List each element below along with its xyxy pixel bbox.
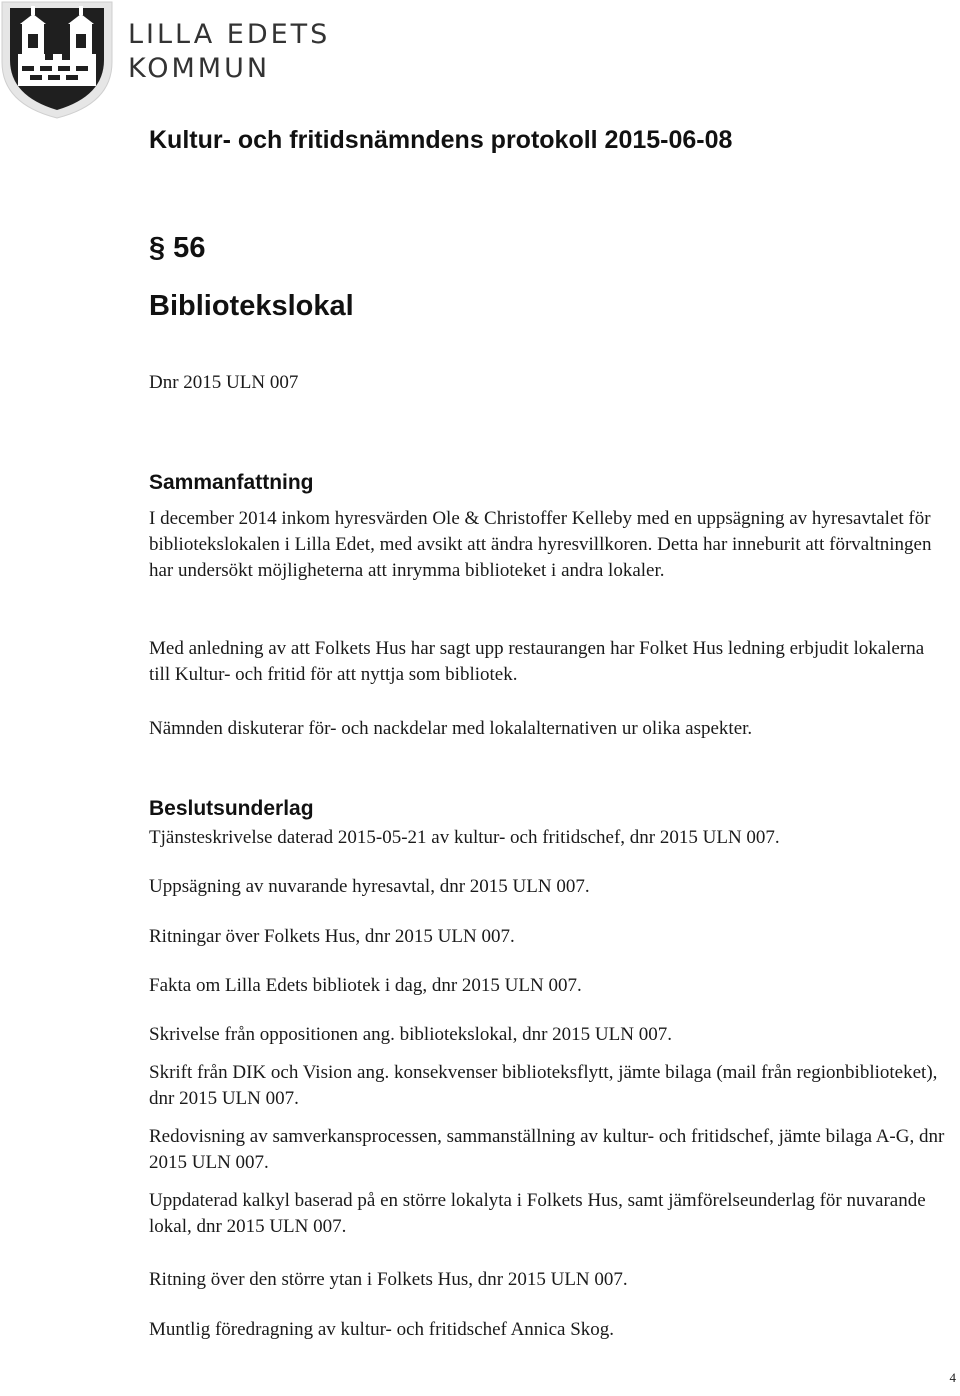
- basis-heading: Beslutsunderlag: [149, 797, 314, 820]
- basis-item: Ritning över den större ytan i Folkets Hus, dnr 2015 ULN 007.: [149, 1269, 628, 1290]
- basis-item: Uppsägning av nuvarande hyresavtal, dnr 2015 ULN 007.: [149, 876, 590, 897]
- basis-item: Skrift från DIK och Vision ang. konsekvenser biblioteksflytt, jämte bilaga (mail från regionbiblioteket), dnr 2015 ULN 007.: [149, 1062, 938, 1109]
- org-name-line1: LILLA EDETS: [128, 19, 331, 50]
- coat-of-arms-icon: [0, 0, 115, 120]
- basis-item: Redovisning av samverkansprocessen, sammanställning av kultur- och fritidschef, jämte bilaga A-G, dnr 2015 ULN 007.: [149, 1126, 945, 1173]
- case-number: Dnr 2015 ULN 007: [149, 372, 299, 393]
- basis-item: Fakta om Lilla Edets bibliotek i dag, dnr 2015 ULN 007.: [149, 975, 582, 996]
- org-name: [128, 18, 330, 86]
- basis-item: Ritningar över Folkets Hus, dnr 2015 ULN 007.: [149, 926, 515, 947]
- org-name-line2: KOMMUN: [128, 53, 271, 84]
- basis-item: Uppdaterad kalkyl baserad på en större lokalyta i Folkets Hus, samt jämförelseunderlag för nuvarande lokal, dnr 2015 ULN 007.: [149, 1190, 926, 1237]
- summary-paragraph: Nämnden diskuterar för- och nackdelar med lokalalternativen ur olika aspekter.: [149, 718, 753, 739]
- protocol-title: Kultur- och fritidsnämndens protokoll 2015-06-08: [149, 126, 733, 154]
- basis-item: Muntlig föredragning av kultur- och fritidschef Annica Skog.: [149, 1319, 615, 1340]
- subject-heading: Bibliotekslokal: [149, 290, 354, 322]
- paragraph-number: § 56: [149, 232, 206, 264]
- summary-paragraph: Med anledning av att Folkets Hus har sagt upp restaurangen har Folket Hus ledning erbjudit lokalerna till Kultur- och fritid för att nyttja som bibliotek.: [149, 638, 925, 685]
- basis-item: Tjänsteskrivelse daterad 2015-05-21 av kultur- och fritidschef, dnr 2015 ULN 007.: [149, 827, 780, 848]
- basis-item: Skrivelse från oppositionen ang. bibliotekslokal, dnr 2015 ULN 007.: [149, 1024, 672, 1045]
- summary-heading: Sammanfattning: [149, 471, 314, 494]
- summary-paragraph: I december 2014 inkom hyresvärden Ole & Christoffer Kelleby med en uppsägning av hyresavtalet för bibliotekslokalen i Lilla Edet, med avsikt att ändra hyresvillkoren. Detta har inneburit att förvaltningen har undersökt möjligheterna att inrymma biblioteket i andra lokaler.: [149, 508, 932, 581]
- page-number: 4: [949, 1370, 956, 1385]
